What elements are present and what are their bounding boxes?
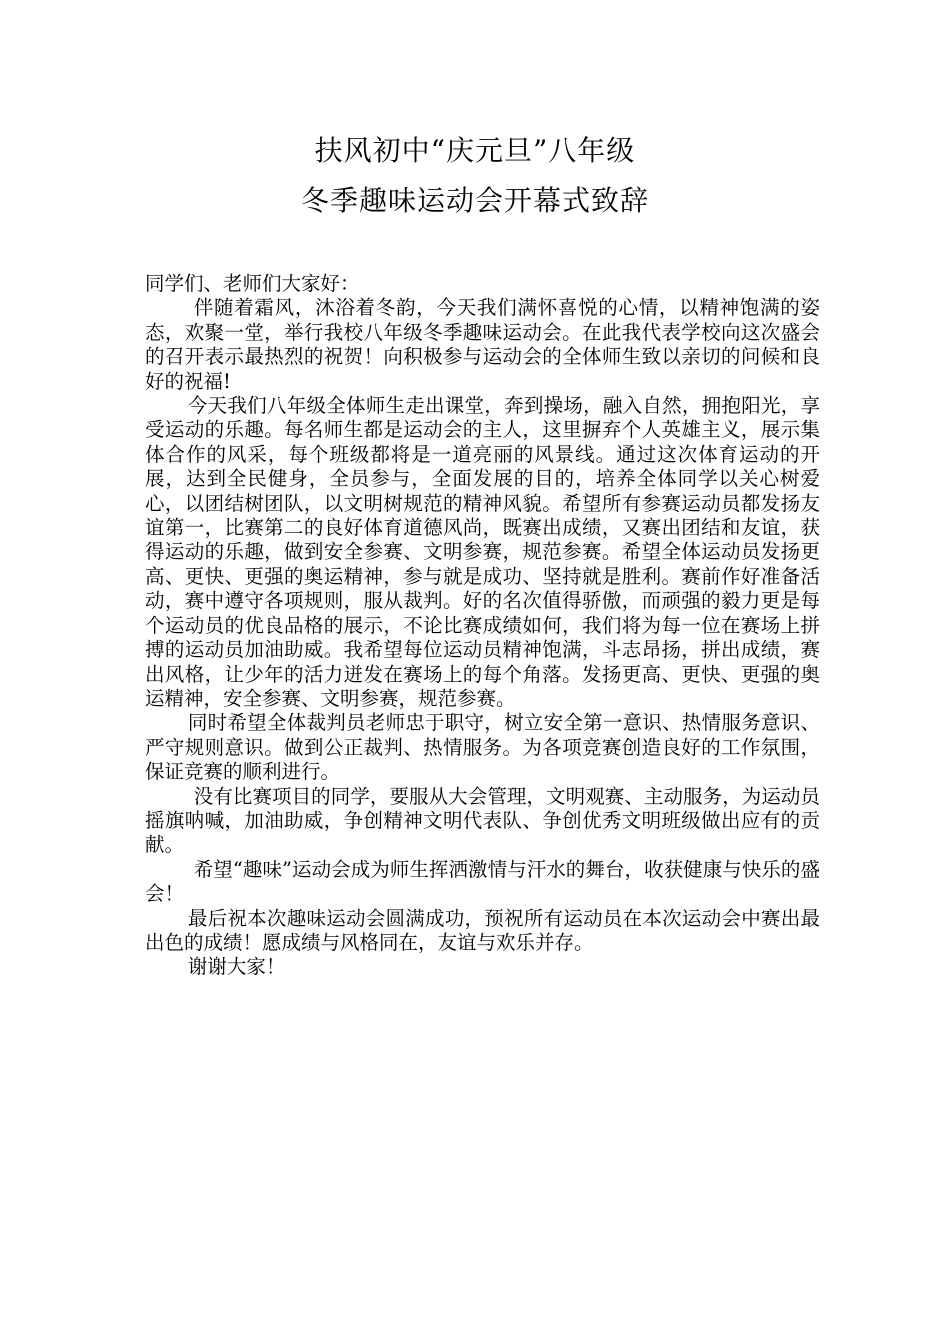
paragraph-5: 希望“趣味”运动会成为师生挥洒激情与汗水的舞台，收获健康与快乐的盛会！ <box>145 857 820 906</box>
paragraph-2: 今天我们八年级全体师生走出课堂，奔到操场，融入自然，拥抱阳光，享受运动的乐趣。每名师生都是运动会的主人，这里摒弃个人英雄主义，展示集体合作的风采，每个班级都将是一道亮丽的风景线。通过这次体育运动的开展，达到全民健身，全员参与，全面发展的目的，培养全体同学以关心树爱心，以团结树团队，以文明树规范的精神风貌。希望所有参赛运动员都发扬友谊第一，比赛第二的良好体育道德风尚，既赛出成绩，又赛出团结和友谊，获得运动的乐趣，做到安全参赛、文明参赛，规范参赛。希望全体运动员发扬更高、更快、更强的奥运精神，参与就是成功、坚持就是胜利。赛前作好准备活动，赛中遵守各项规则，服从裁判。好的名次值得骄傲，而顽强的毅力更是每个运动员的优良品格的展示，不论比赛成绩如何，我们将为每一位在赛场上拼搏的运动员加油助威。我希望每位运动员精神饱满，斗志昂扬，拼出成绩，赛出风格，让少年的活力迸发在赛场上的每个角落。发扬更高、更快、更强的奥运精神，安全参赛、文明参赛，规范参赛。 <box>145 394 820 710</box>
paragraph-3: 同时希望全体裁判员老师忠于职守，树立安全第一意识、热情服务意识、严守规则意识。做到公正裁判、热情服务。为各项竞赛创造良好的工作氛围，保证竞赛的顺利进行。 <box>145 711 820 784</box>
greeting: 同学们、老师们大家好： <box>145 272 360 295</box>
title-line-1: 扶风初中“庆元旦”八年级 <box>314 134 636 167</box>
paragraph-4: 没有比赛项目的同学，要服从大会管理，文明观赛、主动服务，为运动员摇旗呐喊，加油助威，争创精神文明代表队、争创优秀文明班级做出应有的贡献。 <box>145 784 820 857</box>
paragraph-1: 伴随着霜风，沐浴着冬韵，今天我们满怀喜悦的心情，以精神饱满的姿态，欢聚一堂，举行我校八年级冬季趣味运动会。在此我代表学校向这次盛会的召开表示最热烈的祝贺！向积极参与运动会的全体师生致以亲切的问候和良好的祝福! <box>145 296 820 393</box>
speech-body <box>145 272 820 980</box>
closing-thanks: 谢谢大家！ <box>187 955 286 979</box>
paragraph-6: 最后祝本次趣味运动会圆满成功，预祝所有运动员在本次运动会中赛出最出色的成绩！愿成绩与风格同在，友谊与欢乐并存。 <box>145 906 820 954</box>
title-line-2: 冬季趣味运动会开幕式致辞 <box>300 184 649 217</box>
